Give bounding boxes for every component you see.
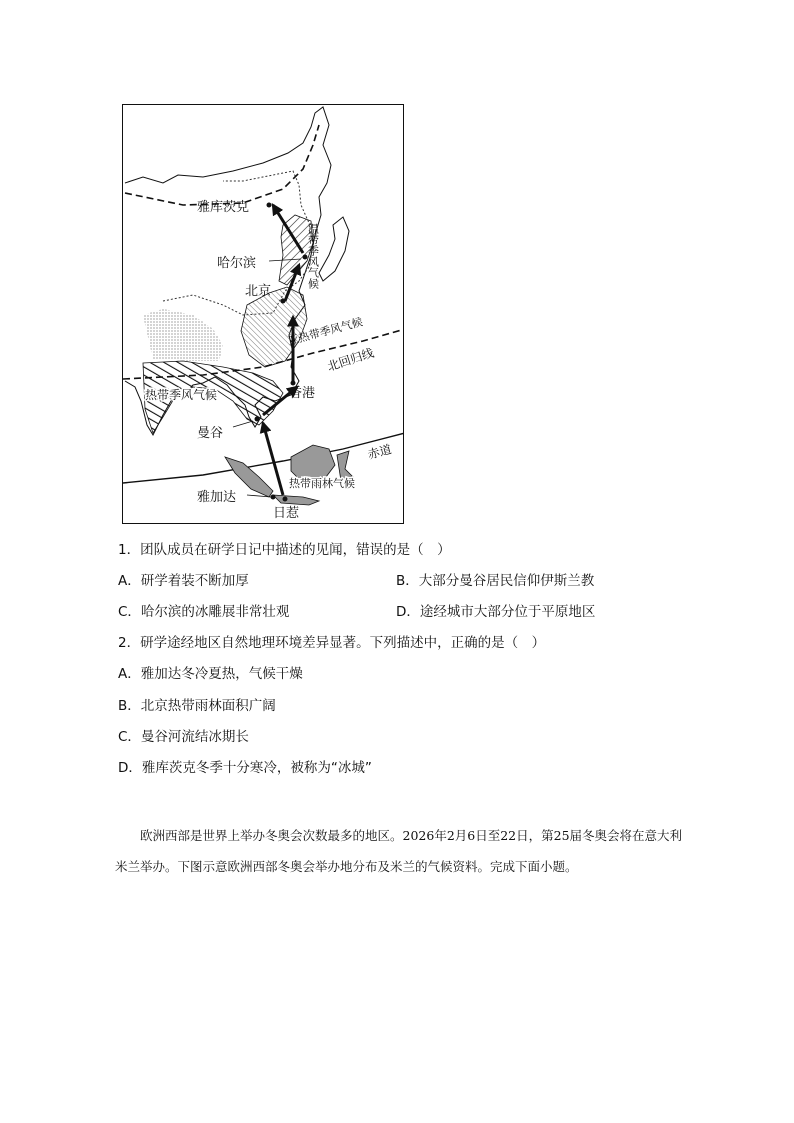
reading-passage: 欧洲西部是世界上举办冬奥会次数最多的地区。2026年2月6日至22日，第25届冬奥会将在意大利米兰举办。下图示意欧洲西部冬奥会举办地分布及米兰的气候资料。完成下面小题。 [115, 828, 683, 874]
subtropical-monsoon-area [241, 287, 307, 367]
label-tropic-of-cancer: 北回归线 [325, 345, 376, 374]
label-harbin: 哈尔滨 [217, 256, 257, 271]
label-equator: 赤道 [366, 442, 393, 462]
label-bangkok: 曼谷 [197, 426, 224, 441]
question-2-option-a[interactable]: A．雅加达冬冷夏热，气候干燥 [118, 666, 303, 682]
question-1-option-d[interactable]: D．途经城市大部分位于平原地区 [396, 604, 596, 620]
question-1-stem: 1．团队成员在研学日记中描述的见闻，错误的是（ ） [118, 542, 451, 558]
question-2-option-b[interactable]: B．北京热带雨林面积广阔 [118, 698, 276, 714]
arctic-line [125, 125, 319, 205]
city-dot-yogyakarta [283, 497, 288, 502]
city-dot-hongkong [291, 381, 296, 386]
question-2-option-d[interactable]: D．雅库茨克冬季十分寒冷，被称为“冰城” [118, 760, 372, 776]
equator-line [123, 433, 404, 483]
label-rainforest: 热带雨林气候 [289, 477, 355, 490]
label-hong-kong: 香港 [289, 386, 316, 401]
map-svg [123, 105, 404, 524]
city-dot-bangkok [255, 417, 260, 422]
japan [319, 217, 349, 281]
city-dot-beijing [281, 299, 286, 304]
question-1-option-a[interactable]: A．研学着装不断加厚 [118, 573, 249, 589]
city-dot-jakarta [271, 495, 276, 500]
route-map [122, 104, 404, 524]
city-dot-yakutsk [267, 203, 272, 208]
label-yogyakarta: 日惹 [273, 506, 300, 521]
label-subtropical-monsoon: 亚热带季风气候 [286, 315, 365, 348]
question-2-option-c[interactable]: C．曼谷河流结冰期长 [118, 729, 249, 745]
question-1-option-b[interactable]: B．大部分曼谷居民信仰伊斯兰教 [396, 573, 595, 589]
question-1-option-c[interactable]: C．哈尔滨的冰雕展非常壮观 [118, 604, 290, 620]
question-2-stem: 2．研学途经地区自然地理环境差异显著。下列描述中，正确的是（ ） [118, 635, 546, 651]
java [273, 495, 319, 505]
label-jakarta: 雅加达 [197, 490, 237, 505]
label-tropical-monsoon: 热带季风气候 [145, 388, 218, 402]
south-asia [143, 309, 223, 361]
label-temperate-monsoon: 温带季风气候 [306, 223, 320, 289]
label-yakutsk: 雅库茨克 [197, 200, 250, 215]
label-beijing: 北京 [245, 284, 272, 299]
leader-bangkok [233, 421, 253, 427]
